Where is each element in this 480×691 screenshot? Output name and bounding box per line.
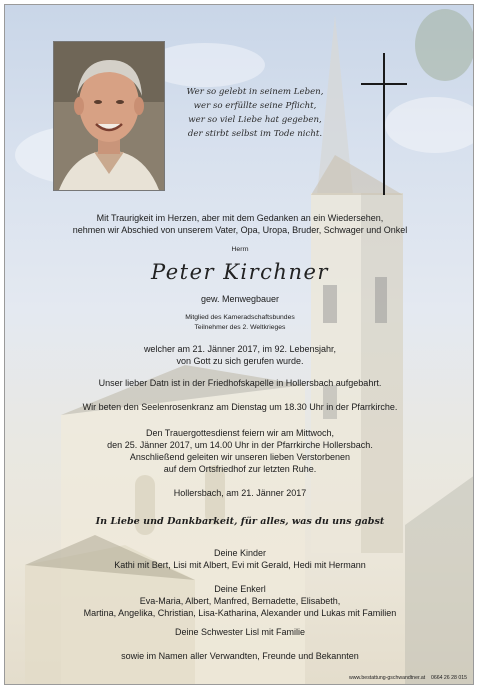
- portrait-photo: [53, 41, 165, 191]
- salutation: Herrn: [231, 246, 249, 253]
- funeral-text: [5, 427, 474, 475]
- children-section: [5, 547, 474, 571]
- grandchildren-line: Martina, Angelika, Christian, Lisa-Katharina, Alexander und Lukas mit Familien: [83, 608, 397, 618]
- place-date: Hollersbach, am 21. Jänner 2017: [173, 488, 307, 498]
- funeral-line: Anschließend geleiten wir unseren lieben Verstorbenen: [129, 452, 351, 462]
- former-title: gew. Menwegbauer: [200, 294, 280, 304]
- children-heading: Deine Kinder: [213, 548, 267, 558]
- death-line: von Gott zu sich gerufen wurde.: [176, 356, 304, 366]
- membership-line: Teilnehmer des 2. Weltkrieges: [194, 323, 286, 331]
- grandchildren-heading: Deine Enkerl: [214, 584, 266, 594]
- funeral-line: den 25. Jänner 2017, um 14.00 Uhr in der Pfarrkirche Hollersbach.: [107, 440, 373, 450]
- obituary-card: [4, 4, 474, 685]
- poem-line: Wer so gelebt in seinem Leben,: [186, 87, 324, 97]
- membership-line: Mitglied des Kameradschaftsbundes: [185, 314, 295, 321]
- footer: [349, 675, 467, 681]
- poem-line: wer so viel Liebe hat gegeben,: [188, 115, 322, 125]
- motto: In Liebe und Dankbarkeit, für alles, was du uns gabst: [95, 516, 385, 527]
- relatives-text: sowie im Namen aller Verwandten, Freunde und Bekannten: [121, 651, 359, 661]
- grandchildren-section: [5, 583, 474, 619]
- death-notice: [5, 343, 474, 367]
- footer-website: www.bestattung-gschwandtner.at: [349, 675, 426, 681]
- laid-out-text: Unser lieber Datn ist in der Friedhofskapelle in Hollersbach aufgebahrt.: [98, 378, 382, 388]
- intro-line: nehmen wir Abschied von unserem Vater, Opa, Uropa, Bruder, Schwager und Onkel: [72, 225, 408, 235]
- funeral-line: Den Trauergottesdienst feiern wir am Mittwoch,: [145, 428, 335, 438]
- intro-text: [5, 212, 474, 236]
- footer-phone: 0664 26 28 015: [430, 675, 467, 681]
- grandchildren-line: Eva-Maria, Albert, Manfred, Bernadette, Elisabeth,: [139, 596, 341, 606]
- memberships: [5, 313, 474, 332]
- intro-line: Mit Traurigkeit im Herzen, aber mit dem Gedanken an ein Wiedersehen,: [96, 213, 384, 223]
- funeral-line: auf dem Ortsfriedhof zur letzten Ruhe.: [163, 464, 317, 474]
- deceased-name: Peter Kirchner: [151, 260, 329, 284]
- poem-line: wer so erfüllte seine Pflicht,: [193, 101, 317, 111]
- poem: [165, 85, 345, 141]
- sister-text: Deine Schwester Lisl mit Familie: [174, 627, 306, 637]
- rosary-text: Wir beten den Seelenrosenkranz am Dienstag um 18.30 Uhr in der Pfarrkirche.: [82, 402, 398, 412]
- death-line: welcher am 21. Jänner 2017, im 92. Lebensjahr,: [143, 344, 337, 354]
- poem-line: der stirbt selbst im Tode nicht.: [187, 129, 323, 139]
- children-line: Kathi mit Bert, Lisi mit Albert, Evi mit Gerald, Hedi mit Hermann: [114, 560, 366, 570]
- cross-icon: [361, 53, 409, 195]
